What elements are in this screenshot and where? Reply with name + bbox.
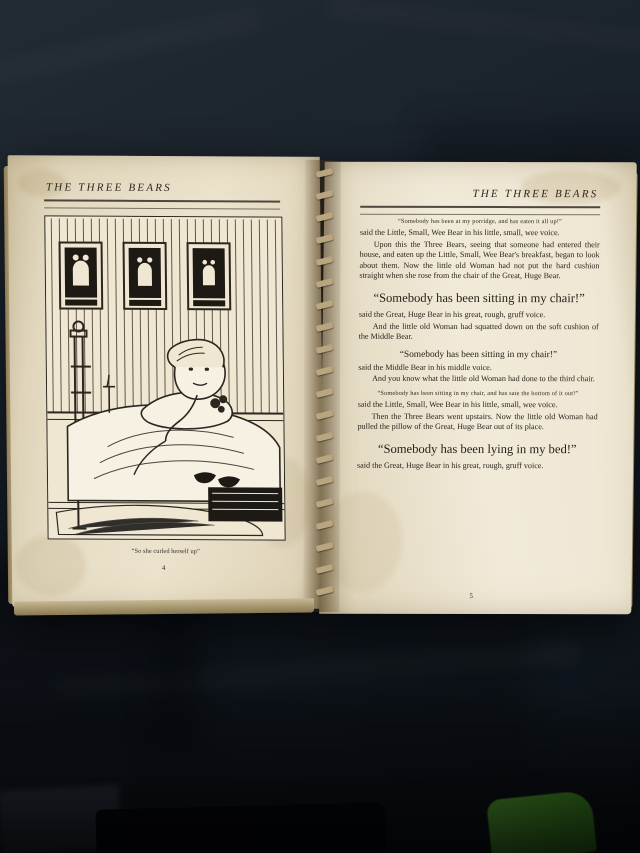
- left-running-head: THE THREE BEARS: [45, 181, 172, 195]
- right-page-number: 5: [469, 591, 474, 600]
- background-object-green: [486, 790, 597, 853]
- story-line: said the Little, Small, Wee Bear in his little, small, wee voice.: [357, 399, 558, 410]
- left-page: [8, 155, 325, 609]
- story-line: Upon this the Three Bears, seeing that someone had entered their house, and eaten up the Little, Small, Wee Bear's breakfast, began to look about them. Now the little old Woman had not put the hard cushion straight when she rose from the chair of the Great, Huge Bear.: [359, 239, 600, 281]
- right-running-head: THE THREE BEARS: [472, 188, 599, 201]
- story-line: And you know what the little old Woman had done to the third chair.: [372, 374, 595, 384]
- cloth-fold: [330, 0, 640, 49]
- illustration-caption: “So she curled herself up”: [131, 547, 200, 556]
- paper-stain: [321, 492, 402, 592]
- background-object-dark: [95, 802, 386, 853]
- book-drop-shadow: [150, 600, 530, 760]
- story-line: “Somebody has been at my porridge, and has eaten it all up!”: [398, 217, 563, 226]
- left-page-number: 4: [161, 563, 166, 572]
- illustration-artwork: [45, 216, 284, 539]
- header-rule-bottom: [44, 207, 280, 209]
- header-rule-bottom: [360, 214, 600, 215]
- story-line: “Somebody has been sitting in my chair!”: [399, 349, 558, 360]
- story-line: said the Great, Huge Bear in his great, rough, gruff voice.: [356, 460, 544, 470]
- illustration: [44, 215, 285, 540]
- story-line: “Somebody has been sitting in my chair!”: [373, 290, 585, 306]
- story-line: “Somebody has been sitting in my chair, and has sate the bottom of it out!”: [377, 389, 579, 398]
- story-line: Then the Three Bears went upstairs. Now the little old Woman had pulled the pillow of the Great, Huge Bear out of its place.: [357, 411, 598, 432]
- story-line: said the Middle Bear in his middle voice.: [358, 362, 492, 372]
- body-text-column: [357, 218, 600, 473]
- header-rule-top: [44, 199, 280, 202]
- right-page: [319, 162, 637, 615]
- paper-stain: [16, 535, 87, 595]
- header-rule-top: [360, 206, 600, 208]
- story-line: said the Great, Huge Bear in his great, rough, gruff voice.: [358, 309, 546, 320]
- open-book: [6, 148, 634, 618]
- cloth-fold: [60, 642, 580, 698]
- story-line: said the Little, Small, Wee Bear in his little, small, wee voice.: [359, 227, 560, 238]
- cloth-fold: [0, 9, 259, 89]
- story-line: And the little old Woman had squatted down on the soft cushion of the Middle Bear.: [358, 321, 599, 342]
- story-line: “Somebody has been lying in my bed!”: [377, 441, 577, 456]
